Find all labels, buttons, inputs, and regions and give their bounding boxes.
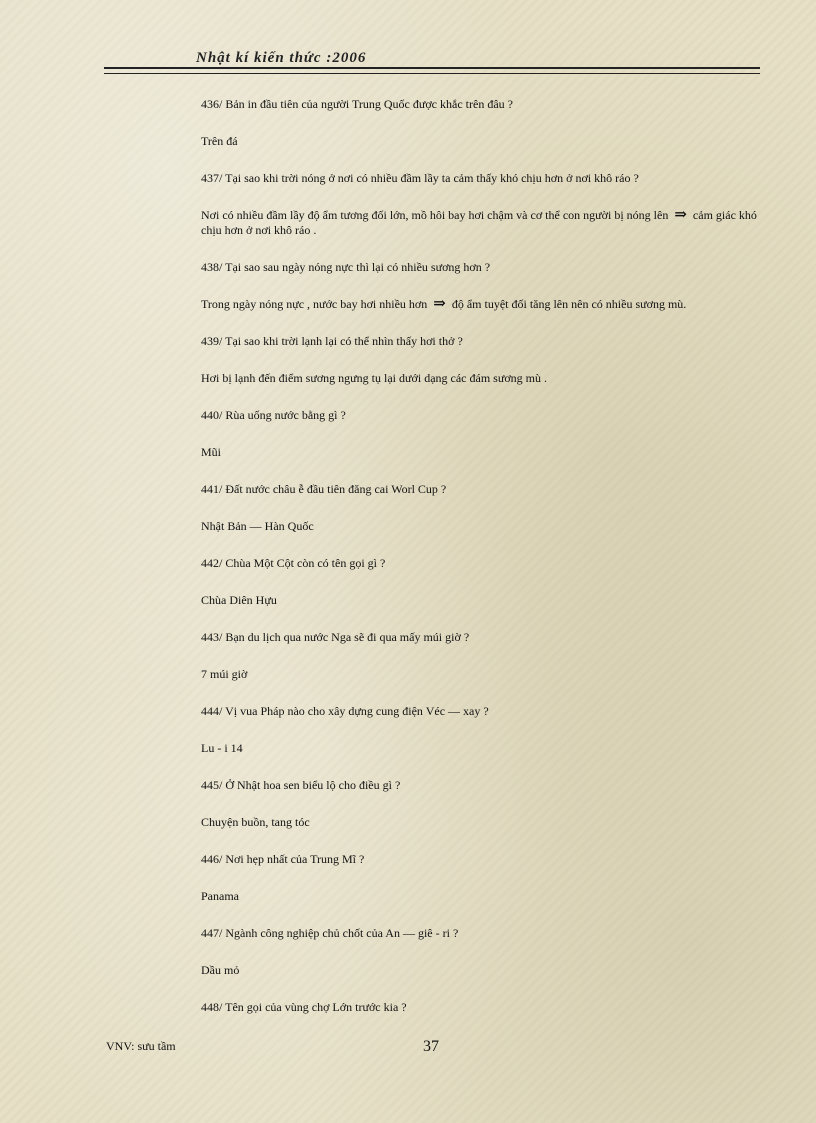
qa-list: [201, 97, 761, 1037]
answer-442: Chùa Diên Hựu: [201, 593, 277, 607]
answer-436: Trên đá: [201, 134, 238, 148]
question-438: 438/ Tại sao sau ngày nóng nực thì lại có nhiều sương hơn ?: [201, 260, 491, 274]
right-double-arrow-icon: ⇒: [674, 207, 687, 223]
question-437: 437/ Tại sao khi trời nóng ở nơi có nhiều đầm lầy ta cảm thấy khó chịu hơn ở nơi khô ráo ?: [201, 171, 639, 185]
question-446: 446/ Nơi hẹp nhất của Trung Mĩ ?: [201, 852, 365, 866]
answer-437: [201, 208, 761, 238]
question-442: 442/ Chùa Một Cột còn có tên gọi gì ?: [201, 556, 386, 570]
answer-445: Chuyện buồn, tang tóc: [201, 815, 310, 829]
answer-439: Hơi bị lạnh đến điểm sương ngưng tụ lại dưới dạng các đám sương mù .: [201, 371, 548, 385]
answer-text-part: Trong ngày nóng nực , nước bay hơi nhiều hơn: [201, 297, 428, 311]
answer-text-part: cảm giác khó chịu hơn ở nơi khô ráo .: [201, 208, 757, 237]
answer-443: 7 múi giờ: [201, 667, 248, 681]
question-443: 443/ Bạn du lịch qua nước Nga sẽ đi qua mấy múi giờ ?: [201, 630, 470, 644]
question-436: 436/ Bản in đầu tiên của người Trung Quốc được khắc trên đâu ?: [201, 97, 513, 111]
question-445: 445/ Ở Nhật hoa sen biểu lộ cho điều gì ?: [201, 778, 401, 792]
right-double-arrow-icon: ⇒: [433, 296, 446, 312]
answer-438: [201, 297, 761, 312]
question-439: 439/ Tại sao khi trời lạnh lại có thể nhìn thấy hơi thở ?: [201, 334, 463, 348]
footer-source: VNV: sưu tầm: [106, 1039, 176, 1053]
header-divider: [104, 67, 760, 74]
question-441: 441/ Đất nước châu ễ đầu tiên đăng cai Worl Cup ?: [201, 482, 447, 496]
answer-text-part: độ ẩm tuyệt đối tăng lên nên có nhiều sương mù.: [451, 297, 687, 311]
answer-447: Dầu mỏ: [201, 963, 240, 977]
question-444: 444/ Vị vua Pháp nào cho xây dựng cung điện Véc — xay ?: [201, 704, 489, 718]
question-447: 447/ Ngành công nghiệp chủ chốt của An — giê - ri ?: [201, 926, 459, 940]
answer-444: Lu - i 14: [201, 741, 243, 755]
page-number: 37: [423, 1038, 439, 1055]
page-header-title: Nhật kí kiến thức :2006: [196, 50, 367, 66]
question-440: 440/ Rùa uống nước bằng gì ?: [201, 408, 346, 422]
answer-441: Nhật Bản — Hàn Quốc: [201, 519, 314, 533]
question-448: 448/ Tên gọi của vùng chợ Lớn trước kia ?: [201, 1000, 407, 1014]
answer-446: Panama: [201, 889, 239, 903]
answer-text-part: Nơi có nhiều đầm lầy độ ẩm tương đối lớn, mồ hôi bay hơi chậm và cơ thể con người bị nóng lên: [201, 208, 669, 222]
answer-440: Mũi: [201, 445, 222, 459]
